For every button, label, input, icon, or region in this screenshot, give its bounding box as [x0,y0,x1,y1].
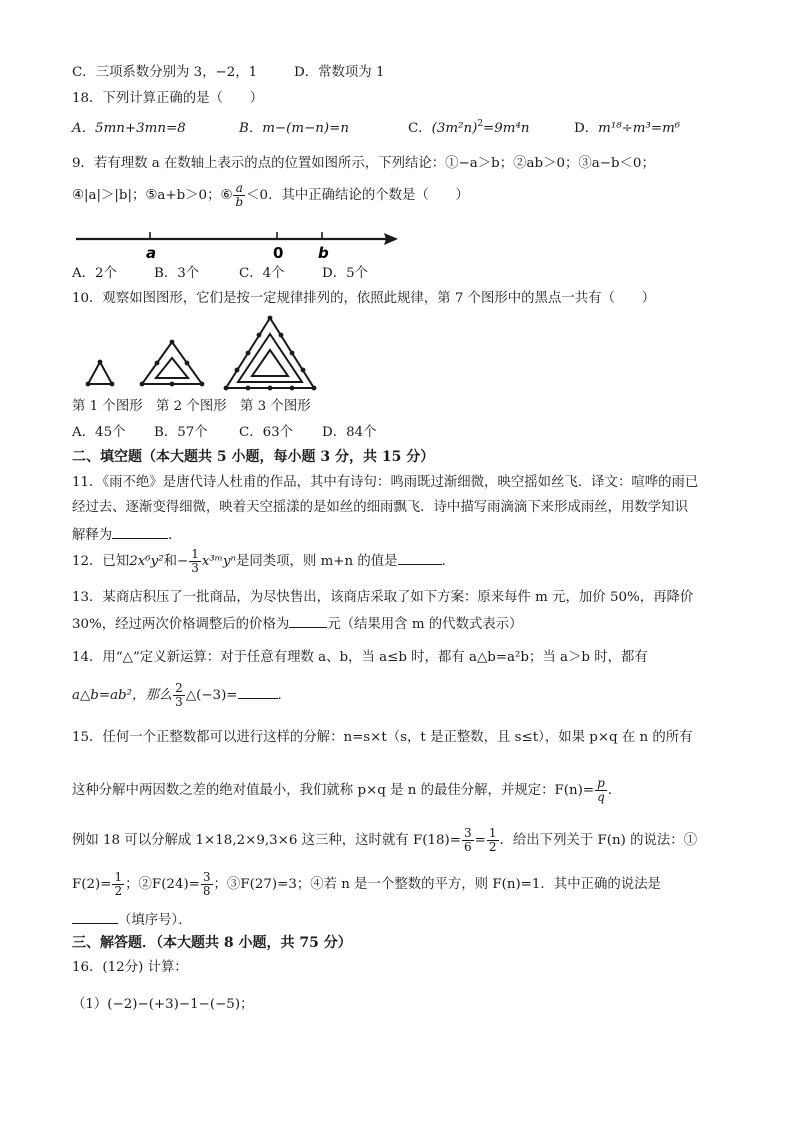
dot [290,351,295,356]
q11-line2: 经过去、逐渐变得细微，映着天空摇漾的是如丝的细雨飘飞．诗中描写雨滴滴下来形成雨丝，用数学知识 [72,500,688,515]
q10-option-d: D．84个 [322,425,377,440]
q15-line2: 这种分解中两因数之差的绝对值最小，我们就称 p×q 是 n 的最佳分解，并规定：F(n)= $\frac{p}{q}$ ． [72,776,622,804]
q15-line4: F(2)= $\frac{1}{2}$ ；②F(24)= $\frac{3}{8}$ ；③F(27)=3；④若 n 是一个整数的平方，则 F(n)=1．其中正确的说法是 [72,870,661,898]
section-3-title: 三、解答题．（本大题共 8 小题，共 75 分） [72,935,352,951]
q16-part1: （1）(−2)−(+3)−1−(−5)； [72,997,254,1012]
q16-stem: 16．(12分) 计算： [72,960,188,975]
q13-line2: 30%，经过两次价格调整后的价格为 元（结果用含 m 的代数式表示） [72,613,734,635]
dot [140,382,145,387]
q14-answer-blank[interactable] [238,684,278,699]
q9-option-d: D．5个 [322,266,369,281]
q11-line3: 解释为 ． [72,524,734,546]
q18-stem: 18．下列计算正确的是（ ） [72,91,264,106]
dot [86,382,91,387]
triangle [88,362,112,384]
dot [257,333,262,338]
q9-options [72,264,734,284]
q13-line1: 13．某商店积压了一批商品，为尽快售出，该商店采取了如下方案：原来每件 m 元，加价 50%，再降价 [72,590,694,605]
dot [312,386,317,391]
dot [268,386,273,391]
dot [301,368,306,373]
dot [170,382,175,387]
dot [155,361,160,366]
q12-fraction: $\frac{1}{3}$ [191,547,199,575]
dot [98,360,103,365]
caption-figure-2: 第 2 个图形 [156,399,227,414]
dot [185,361,190,366]
q10-captions [72,397,734,417]
q9-stem-line2: ④|a|＞|b|；⑤a+b＞0；⑥ $\frac{a}{b}$ ＜0．其中正确结论的个数是（ ） [72,181,469,209]
q14-fraction: $\frac{2}{3}$ [175,681,183,709]
q13-answer-blank[interactable] [289,613,327,628]
q10-stem: 10．观察如图图形，它们是按一定规律排列的，依照此规律，第 7 个图形中的黑点一共有（ ） [72,291,656,306]
q15-fraction-f24: $\frac{3}{8}$ [202,870,211,898]
q11-line1: 11．《雨不绝》是唐代诗人杜甫的作品，其中有诗句：鸣雨既过渐细微，映空摇如丝飞．译文：喧哗的雨已 [72,475,699,490]
dot [268,316,273,321]
dot [279,333,284,338]
q15-fraction-3-6: $\frac{3}{6}$ [464,826,472,854]
dot [170,340,175,345]
q14-line2: a△b=ab²，那么 $\frac{2}{3}$ △(−3)= ． [72,681,291,709]
figure-1 [86,360,115,387]
q17-options [72,63,734,83]
q18-option-a: A．5mn+3mn=8 [72,121,186,136]
q15-line3: 例如 18 可以分解成 1×18,2×9,3×6 这三种，这时就有 F(18)= $\frac{3}{6}$ = $\frac{1}{2}$ ．给出下列关于 F(n) 的说法：① [72,826,698,854]
q10-option-c: C．63个 [239,425,294,440]
q12-answer-blank[interactable] [398,550,442,565]
label-a: a [146,244,157,262]
label-b: b [318,244,329,262]
inner-triangle [156,358,188,378]
q10-options [72,423,734,443]
dot [200,382,205,387]
q12-line: 12．已知2x⁶y²和− $\frac{1}{3}$ x³ᵐyⁿ是同类项，则 m+n 的值是 ． [72,547,455,575]
q9-option-a: A．2个 [72,266,117,281]
q10-option-a: A．45个 [72,425,126,440]
dot [235,368,240,373]
q10-triangle-figures [80,312,320,396]
q9-stem-line1: 9．若有理数 a 在数轴上表示的点的位置如图所示，下列结论：①−a＞b；②ab＞0；③a−b＜0； [72,156,655,171]
q15-line5: （填序号）． [72,909,734,931]
figure-2 [140,340,205,387]
q14-line1: 14．用“△”定义新运算：对于任意有理数 a、b，当 a≤b 时，都有 a△b=a²b；当 a＞b 时，都有 [72,650,648,665]
dot [246,386,251,391]
outer-triangle [226,318,314,388]
q9-option-c: C．4个 [239,266,285,281]
dot [110,382,115,387]
figure-3 [224,316,317,391]
q15-fraction-pq: $\frac{p}{q}$ [597,776,605,804]
number-line-arrow [384,233,398,245]
q9-number-line [72,222,402,262]
q15-fraction-f2: $\frac{1}{2}$ [114,870,123,898]
middle-triangle [238,334,302,382]
q10-option-b: B．57个 [154,425,208,440]
q18-option-d: D．m¹⁸÷m³=m⁶ [574,121,681,136]
q17-option-d: D．常数项为 1 [294,65,385,80]
q9-fraction: $\frac{a}{b}$ [235,181,244,209]
q15-line1: 15．任何一个正整数都可以进行这样的分解：n=s×t（s，t 是正整数，且 s≤t），如果 p×q 在 n 的所有 [72,730,693,745]
q18-option-c: C．$(3m^2n)^2=9m^4n$ [408,119,530,136]
label-zero: 0 [273,244,284,262]
q17-option-c: C．三项系数分别为 3，−2，1 [72,65,258,80]
q11-answer-blank[interactable] [112,524,168,539]
caption-figure-1: 第 1 个图形 [72,399,143,414]
dot [224,386,229,391]
dot [290,386,295,391]
q15-fraction-1-2: $\frac{1}{2}$ [488,826,497,854]
dot [246,351,251,356]
q15-answer-blank[interactable] [72,909,118,924]
q18-option-b: B．m−(m−n)=n [239,121,349,136]
caption-figure-3: 第 3 个图形 [240,399,311,414]
q18-options [72,119,734,139]
section-2-title: 二、填空题（本大题共 5 小题，每小题 3 分，共 15 分） [72,449,435,465]
q9-option-b: B．3个 [154,266,200,281]
